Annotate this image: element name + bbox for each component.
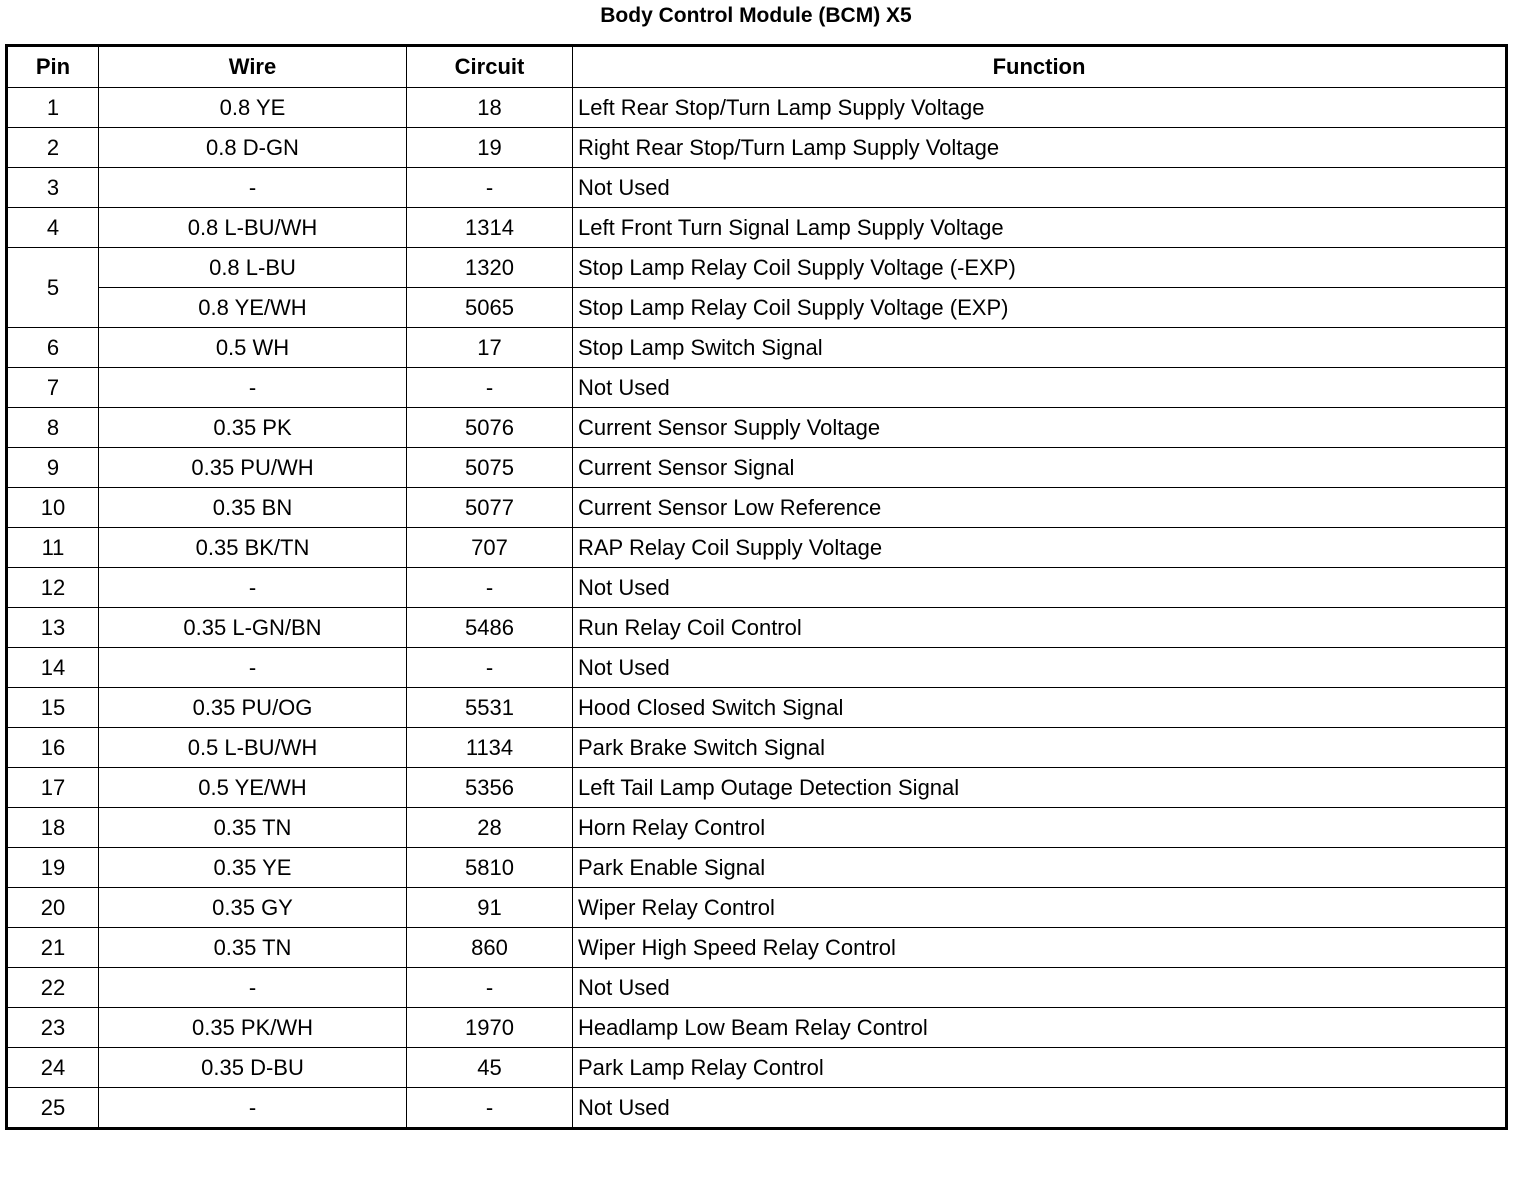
pin-cell: 10 <box>7 488 99 528</box>
wire-cell: 0.35 BN <box>99 488 407 528</box>
table-row <box>7 528 1507 568</box>
circuit-cell: 1134 <box>407 728 573 768</box>
wire-cell: 0.5 YE/WH <box>99 768 407 808</box>
pin-cell: 13 <box>7 608 99 648</box>
wire-cell: 0.35 PK/WH <box>99 1008 407 1048</box>
table-row <box>7 488 1507 528</box>
page-title: Body Control Module (BCM) X5 <box>600 4 912 27</box>
function-cell: Left Tail Lamp Outage Detection Signal <box>573 768 1507 808</box>
pinout-table <box>5 44 1508 1130</box>
function-cell: Right Rear Stop/Turn Lamp Supply Voltage <box>573 128 1507 168</box>
wire-cell: - <box>99 568 407 608</box>
circuit-cell: 1970 <box>407 1008 573 1048</box>
table-row <box>7 848 1507 888</box>
circuit-cell: 5810 <box>407 848 573 888</box>
circuit-cell: - <box>407 568 573 608</box>
circuit-cell: 5075 <box>407 448 573 488</box>
table-row <box>7 688 1507 728</box>
pin-cell: 2 <box>7 128 99 168</box>
function-cell: Current Sensor Supply Voltage <box>573 408 1507 448</box>
function-cell: Wiper High Speed Relay Control <box>573 928 1507 968</box>
wire-cell: 0.35 GY <box>99 888 407 928</box>
circuit-cell: 5065 <box>407 288 573 328</box>
function-cell: Park Brake Switch Signal <box>573 728 1507 768</box>
table-row <box>7 728 1507 768</box>
wire-cell: 0.35 BK/TN <box>99 528 407 568</box>
circuit-cell: 5356 <box>407 768 573 808</box>
function-cell: Headlamp Low Beam Relay Control <box>573 1008 1507 1048</box>
wire-cell: 0.35 TN <box>99 928 407 968</box>
function-cell: Not Used <box>573 368 1507 408</box>
table-row <box>7 888 1507 928</box>
wire-cell: - <box>99 648 407 688</box>
wire-cell: 0.35 PU/WH <box>99 448 407 488</box>
table-row <box>7 328 1507 368</box>
function-cell: Left Front Turn Signal Lamp Supply Voltage <box>573 208 1507 248</box>
function-cell: Not Used <box>573 968 1507 1008</box>
pin-cell: 1 <box>7 88 99 128</box>
wire-cell: 0.5 WH <box>99 328 407 368</box>
wire-cell: 0.8 D-GN <box>99 128 407 168</box>
table-row <box>7 1048 1507 1088</box>
circuit-cell: - <box>407 1088 573 1129</box>
pin-cell: 21 <box>7 928 99 968</box>
table-row <box>7 168 1507 208</box>
pin-cell: 8 <box>7 408 99 448</box>
wire-cell: 0.8 L-BU <box>99 248 407 288</box>
table-row <box>7 128 1507 168</box>
wire-cell: 0.35 TN <box>99 808 407 848</box>
wire-cell: - <box>99 368 407 408</box>
table-row <box>7 1008 1507 1048</box>
wire-cell: 0.35 PK <box>99 408 407 448</box>
wire-cell: 0.35 D-BU <box>99 1048 407 1088</box>
pin-cell: 14 <box>7 648 99 688</box>
pin-cell: 17 <box>7 768 99 808</box>
function-cell: Park Enable Signal <box>573 848 1507 888</box>
circuit-cell: 5531 <box>407 688 573 728</box>
pin-cell: 11 <box>7 528 99 568</box>
function-cell: Current Sensor Signal <box>573 448 1507 488</box>
pin-cell: 22 <box>7 968 99 1008</box>
function-cell: Current Sensor Low Reference <box>573 488 1507 528</box>
function-cell: RAP Relay Coil Supply Voltage <box>573 528 1507 568</box>
pinout-body <box>7 88 1507 1129</box>
circuit-cell: 18 <box>407 88 573 128</box>
table-row <box>7 928 1507 968</box>
circuit-cell: 1314 <box>407 208 573 248</box>
circuit-cell: 1320 <box>407 248 573 288</box>
header-circuit: Circuit <box>407 46 573 88</box>
circuit-cell: 5486 <box>407 608 573 648</box>
circuit-cell: 28 <box>407 808 573 848</box>
wire-cell: 0.8 YE <box>99 88 407 128</box>
table-row <box>7 808 1507 848</box>
function-cell: Run Relay Coil Control <box>573 608 1507 648</box>
table-row <box>7 1088 1507 1129</box>
pin-cell: 7 <box>7 368 99 408</box>
pin-cell: 15 <box>7 688 99 728</box>
function-cell: Park Lamp Relay Control <box>573 1048 1507 1088</box>
table-row <box>7 568 1507 608</box>
pin-cell: 16 <box>7 728 99 768</box>
circuit-cell: 5077 <box>407 488 573 528</box>
circuit-cell: 860 <box>407 928 573 968</box>
header-pin: Pin <box>7 46 99 88</box>
table-row <box>7 648 1507 688</box>
pin-cell: 19 <box>7 848 99 888</box>
circuit-cell: - <box>407 648 573 688</box>
pin-cell: 25 <box>7 1088 99 1129</box>
circuit-cell: - <box>407 368 573 408</box>
pin-cell: 4 <box>7 208 99 248</box>
table-row <box>7 288 1507 328</box>
circuit-cell: - <box>407 168 573 208</box>
function-cell: Left Rear Stop/Turn Lamp Supply Voltage <box>573 88 1507 128</box>
table-row <box>7 408 1507 448</box>
pin-cell: 3 <box>7 168 99 208</box>
table-row <box>7 608 1507 648</box>
circuit-cell: - <box>407 968 573 1008</box>
wire-cell: - <box>99 168 407 208</box>
table-row <box>7 768 1507 808</box>
circuit-cell: 91 <box>407 888 573 928</box>
header-wire: Wire <box>99 46 407 88</box>
wire-cell: 0.35 L-GN/BN <box>99 608 407 648</box>
table-row <box>7 248 1507 288</box>
function-cell: Horn Relay Control <box>573 808 1507 848</box>
function-cell: Not Used <box>573 568 1507 608</box>
circuit-cell: 19 <box>407 128 573 168</box>
wire-cell: 0.35 YE <box>99 848 407 888</box>
pin-cell: 23 <box>7 1008 99 1048</box>
header-function: Function <box>573 46 1507 88</box>
circuit-cell: 17 <box>407 328 573 368</box>
function-cell: Stop Lamp Relay Coil Supply Voltage (-EXP) <box>573 248 1507 288</box>
function-cell: Stop Lamp Relay Coil Supply Voltage (EXP) <box>573 288 1507 328</box>
function-cell: Not Used <box>573 168 1507 208</box>
pin-cell: 24 <box>7 1048 99 1088</box>
wire-cell: 0.35 PU/OG <box>99 688 407 728</box>
function-cell: Stop Lamp Switch Signal <box>573 328 1507 368</box>
circuit-cell: 707 <box>407 528 573 568</box>
pin-cell: 5 <box>7 248 99 328</box>
pin-cell: 6 <box>7 328 99 368</box>
wire-cell: 0.5 L-BU/WH <box>99 728 407 768</box>
pin-cell: 18 <box>7 808 99 848</box>
pin-cell: 20 <box>7 888 99 928</box>
wire-cell: 0.8 YE/WH <box>99 288 407 328</box>
function-cell: Not Used <box>573 648 1507 688</box>
circuit-cell: 5076 <box>407 408 573 448</box>
wire-cell: - <box>99 968 407 1008</box>
table-row <box>7 88 1507 128</box>
table-row <box>7 208 1507 248</box>
wire-cell: - <box>99 1088 407 1129</box>
pin-cell: 9 <box>7 448 99 488</box>
table-row <box>7 968 1507 1008</box>
pin-cell: 12 <box>7 568 99 608</box>
table-row <box>7 368 1507 408</box>
circuit-cell: 45 <box>407 1048 573 1088</box>
header-row <box>7 46 1507 88</box>
function-cell: Not Used <box>573 1088 1507 1129</box>
function-cell: Hood Closed Switch Signal <box>573 688 1507 728</box>
table-row <box>7 448 1507 488</box>
function-cell: Wiper Relay Control <box>573 888 1507 928</box>
wire-cell: 0.8 L-BU/WH <box>99 208 407 248</box>
